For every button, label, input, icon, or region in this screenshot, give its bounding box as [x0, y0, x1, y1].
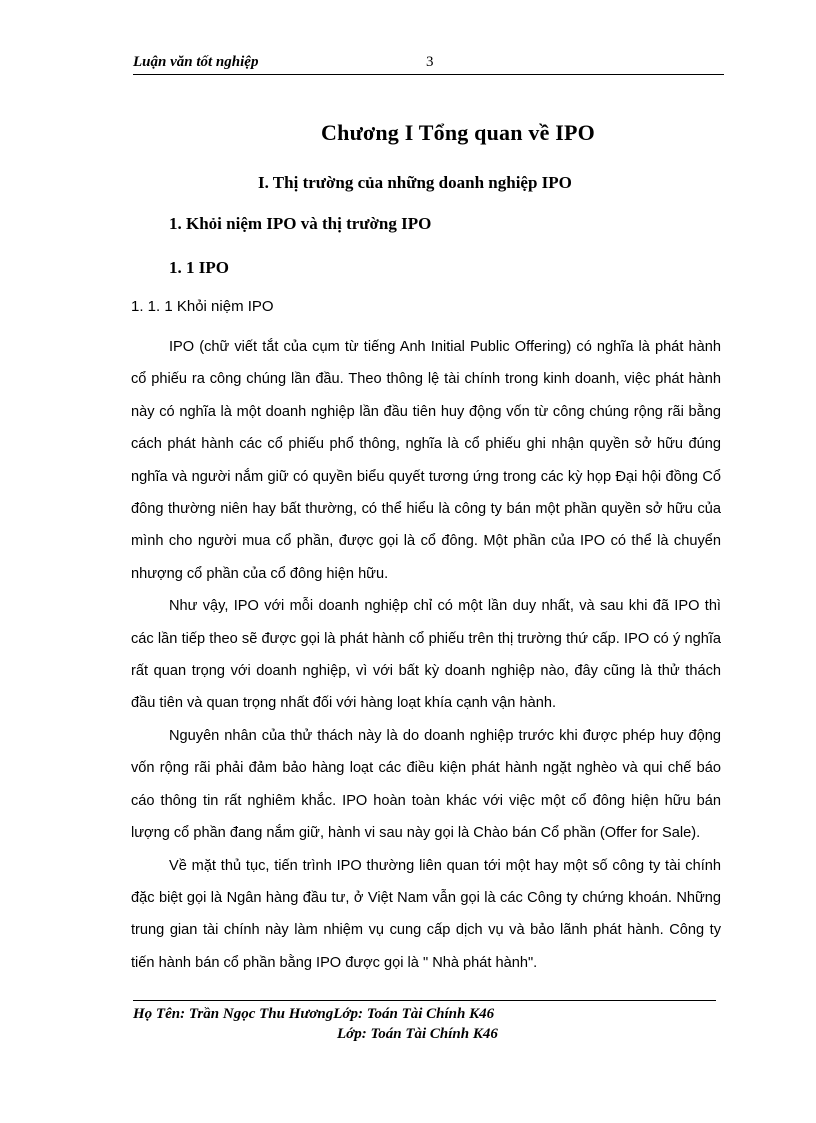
- page-number: 3: [426, 54, 434, 70]
- subsubsection-heading: 1. 1 IPO: [169, 258, 229, 277]
- page-footer: [133, 1000, 716, 1042]
- paragraph: IPO (chữ viết tắt của cụm từ tiếng Anh Initial Public Offering) có nghĩa là phát hành cổ phiếu ra công chúng lần đầu. Theo thông lệ tài chính trong kinh doanh, việc phát hành này có nghĩa là một doanh nghiệp lần đầu tiên huy động vốn từ công chúng rộng rãi bằng cách phát hành các cổ phiếu phổ thông, nghĩa là cổ phiếu ghi nhận quyền sở hữu đúng nghĩa và người nắm giữ có quyền biểu quyết tương ứng trong các kỳ họp Đại hội đồng Cổ đông thường niên hay bất thường, có thể hiểu là công ty bán một phần quyền sở hữu của mình cho người mua cổ phần, được gọi là cổ đông. Một phần của IPO có thể là chuyển nhượng cổ phần của cổ đông hiện hữu.: [131, 339, 721, 582]
- chapter-title: Chương I Tổng quan về IPO: [321, 120, 595, 145]
- header-title: Luận văn tốt nghiệp: [133, 54, 259, 70]
- page-header: [133, 54, 724, 75]
- paragraph: Về mặt thủ tục, tiến trình IPO thường liên quan tới một hay một số công ty tài chính đặc biệt gọi là Ngân hàng đầu tư, ở Việt Nam vẫn gọi là các Công ty chứng khoán. Những trung gian tài chính này làm nhiệm vụ cung cấp dịch vụ và bảo lãnh phát hành. Công ty tiến hành bán cổ phần bằng IPO được gọi là " Nhà phát hành".: [131, 857, 721, 971]
- topic-heading: 1. 1. 1 Khỏi niệm IPO: [131, 298, 274, 315]
- paragraph: Như vậy, IPO với mỗi doanh nghiệp chỉ có một lần duy nhất, và sau khi đã IPO thì các lần tiếp theo sẽ được gọi là phát hành cổ phiếu trên thị trường thứ cấp. IPO có ý nghĩa rất quan trọng với doanh nghiệp, vì với bất kỳ doanh nghiệp nào, đây cũng là thử thách đầu tiên và quan trọng nhất đối với hàng loạt khía cạnh vận hành.: [131, 598, 721, 712]
- section-heading: I. Thị trường của những doanh nghiệp IPO: [258, 173, 572, 192]
- paragraph: Nguyên nhân của thử thách này là do doanh nghiệp trước khi được phép huy động vốn rộng rãi phải đảm bảo hàng loạt các điều kiện phát hành ngặt nghèo và qui chế báo cáo thông tin rất nghiêm khắc. IPO hoàn toàn khác với việc một cổ đông hiện hữu bán lượng cổ phần đang nắm giữ, hành vi sau này gọi là Chào bán Cổ phần (Offer for Sale).: [131, 727, 721, 842]
- subsection-heading: 1. Khỏi niệm IPO và thị trường IPO: [169, 214, 432, 233]
- footer-class: Lớp: Toán Tài Chính K46: [337, 1026, 498, 1042]
- footer-author: Họ Tên: Trần Ngọc Thu HươngLớp: Toán Tài Chính K46: [133, 1006, 495, 1022]
- body-text: [131, 331, 721, 979]
